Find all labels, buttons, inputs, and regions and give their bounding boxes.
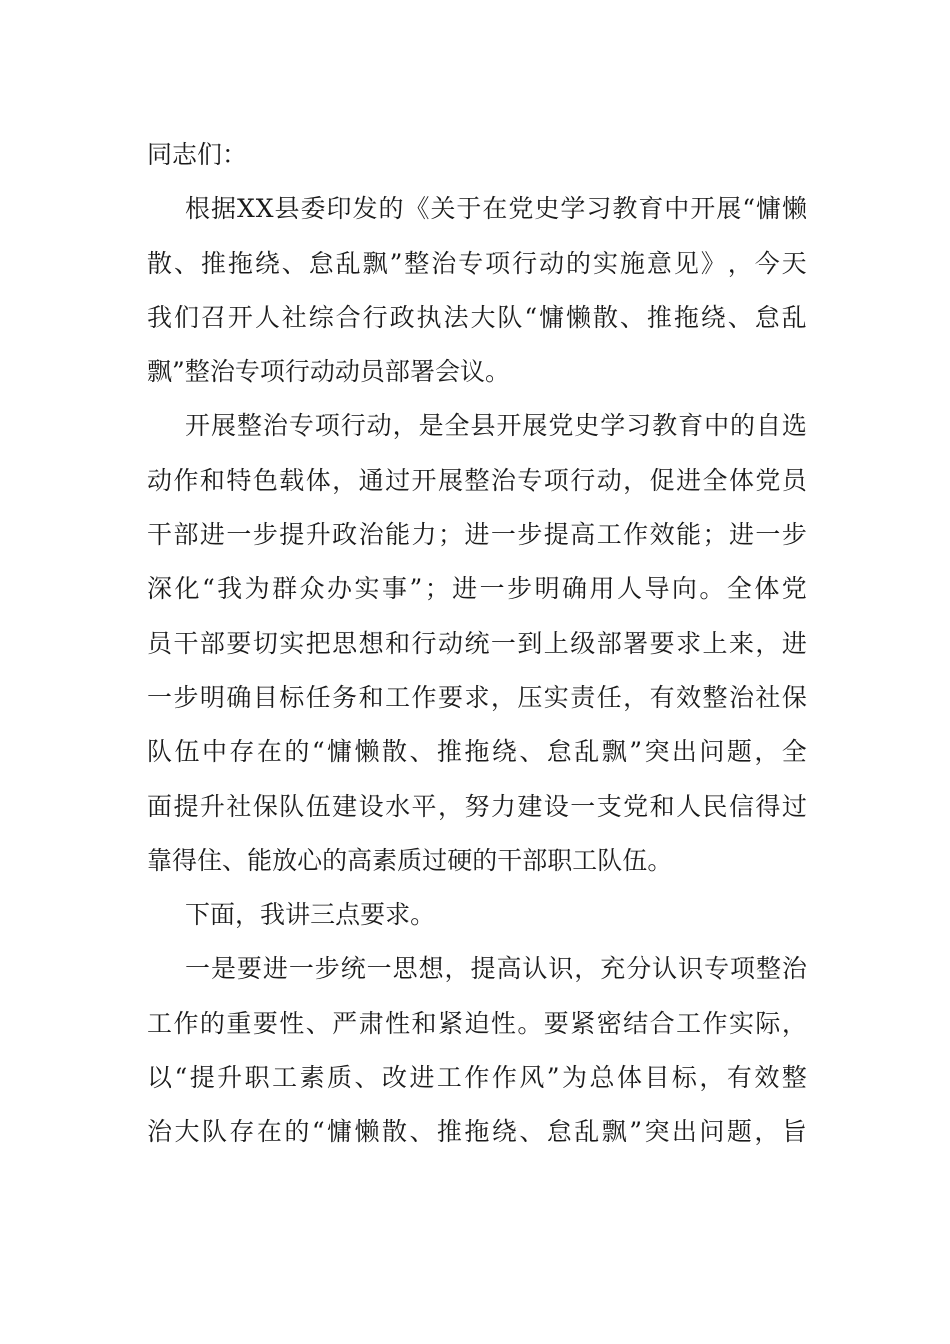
text-line: 同 志 们 ： xyxy=(147,140,248,169)
text-line: 飘 ” 整 治 专 项 行 动 动 员 部 署 会 议 。 xyxy=(147,357,510,387)
text-line: 我 们 召 开 人 社 综 合 行 政 执 法 大 队 “ 慵 懒 散 、 推 拖 绕 、 怠 乱 xyxy=(147,302,807,332)
text-line: 队 伍 中 存 在 的 “ 慵 懒 散 、 推 拖 绕 、 怠 乱 飘 ” 突 出 问 题 ， 全 xyxy=(147,737,807,767)
text-line: 一 步 明 确 目 标 任 务 和 工 作 要 求 ， 压 实 责 任 ， 有 效 整 治 社 保 xyxy=(147,682,807,712)
text-line: 干 部 进 一 步 提 升 政 治 能 力 ； 进 一 步 提 高 工 作 效 能 ； 进 一 步 xyxy=(147,520,807,550)
text-line: 一 是 要 进 一 步 统 一 思 想 ， 提 高 认 识 ， 充 分 认 识 专 项 整 治 xyxy=(185,954,807,984)
text-line: 散 、 推 拖 绕 、 怠 乱 飘 ” 整 治 专 项 行 动 的 实 施 意 见 》 ， 今 天 xyxy=(147,248,807,278)
document-body xyxy=(147,128,807,1160)
text-line: 开 展 整 治 专 项 行 动 ， 是 全 县 开 展 党 史 学 习 教 育 中 的 自 选 xyxy=(185,411,807,441)
text-line: 治 大 队 存 在 的 “ 慵 懒 散 、 推 拖 绕 、 怠 乱 飘 ” 突 出 问 题 ， 旨 xyxy=(147,1117,807,1147)
text-line: 根 据 X X 县 委 印 发 的 《 关 于 在 党 史 学 习 教 育 中 开 展 “ 慵 懒 xyxy=(185,194,807,224)
text-line: 面 提 升 社 保 队 伍 建 设 水 平 ， 努 力 建 设 一 支 党 和 人 民 信 得 过 xyxy=(147,791,807,821)
text-line: 下 面 ， 我 讲 三 点 要 求 。 xyxy=(185,900,436,930)
text-line: 以 “ 提 升 职 工 素 质 、 改 进 工 作 作 风 ” 为 总 体 目 标 ， 有 效 整 xyxy=(147,1063,807,1093)
text-line: 员 干 部 要 切 实 把 思 想 和 行 动 统 一 到 上 级 部 署 要 求 上 来 ， 进 xyxy=(147,628,807,658)
text-line: 深 化 “ 我 为 群 众 办 实 事 ” ； 进 一 步 明 确 用 人 导 向 。 全 体 党 xyxy=(147,574,807,604)
text-line: 靠 得 住 、 能 放 心 的 高 素 质 过 硬 的 干 部 职 工 队 伍 。 xyxy=(147,845,673,875)
text-line: 工 作 的 重 要 性 、 严 肃 性 和 紧 迫 性 。 要 紧 密 结 合 工 作 实 际 ， xyxy=(147,1008,807,1038)
text-line: 动 作 和 特 色 载 体 ， 通 过 开 展 整 治 专 项 行 动 ， 促 进 全 体 党 员 xyxy=(147,465,807,495)
